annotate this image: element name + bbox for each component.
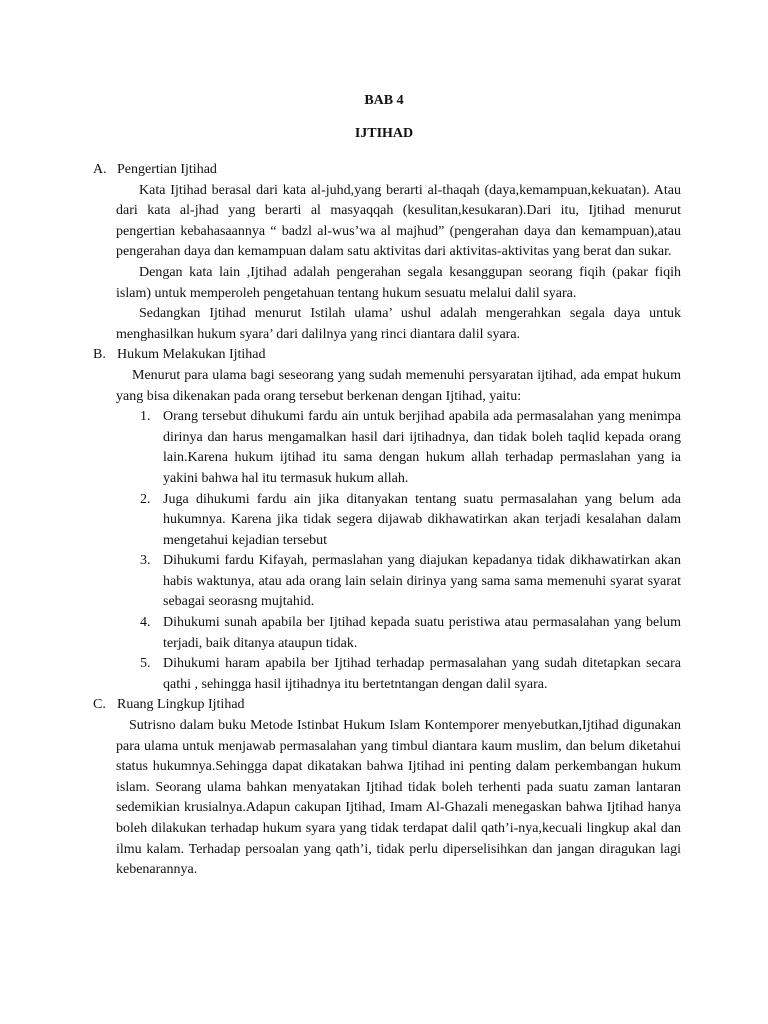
section-heading-pengertian (93, 160, 681, 181)
list-item (140, 407, 681, 489)
chapter-number: BAB 4 (364, 93, 404, 108)
section-heading-ruang-lingkup (93, 695, 681, 716)
list-item (140, 551, 681, 613)
list-item-text: Orang tersebut dihukumi fardu ain untuk berjihad apabila ada permasalahan yang menimpa dirinya dan harus mengamalkan hasil dari ijtihadnya, dan tidak boleh taqlid kepada orang lain.Karena hukum ijtihad itu sama dengan hukum allah terhadap permaslahan yang ia yakini bahwa hal itu termasuk hukum allah. (163, 409, 681, 486)
list-number: 5. (140, 656, 151, 672)
list-item-text: Juga dihukumi fardu ain jika ditanyakan tentang suatu permasalahan yang belum ada hukumnya. Karena jika tidak segera dijawab dikhawatirkan akan terjadi kesalahan dalam mengetahui kejadian tersebut (163, 491, 681, 548)
paragraph: Sedangkan Ijtihad menurut Istilah ulama’ ushul adalah mengerahkan segala daya untuk menghasilkan hukum syara’ dari dalilnya yang rinci diantara dalil syara. (116, 306, 681, 342)
list-number: 1. (140, 409, 151, 425)
section-heading-hukum (93, 345, 681, 366)
section-letter: C. (93, 697, 106, 713)
document-body (93, 160, 681, 881)
list-item-text: Dihukumi fardu Kifayah, permaslahan yang diajukan kepadanya tidak dikhawatirkan akan habis waktunya, atau ada orang lain selain dirinya yang sama sama memenuhi syarat syarat sebagai seorasng mujtahid. (163, 553, 681, 610)
list-number: 4. (140, 615, 151, 631)
section-letter: B. (93, 347, 106, 363)
section-heading-text: Pengertian Ijtihad (117, 162, 217, 177)
list-item (140, 654, 681, 695)
paragraph: Dengan kata lain ,Ijtihad adalah pengerahan segala kesanggupan seorang fiqih (pakar fiqih islam) untuk memperoleh pengetahuan tentang hukum sesuatu melalui dalil syara. (116, 264, 681, 301)
section-letter: A. (93, 162, 107, 177)
list-item-text: Dihukumi sunah apabila ber Ijtihad kepada suatu peristiwa atau permasalahan yang belum terjadi, baik ditanya ataupun tidak. (163, 615, 681, 651)
list-item (140, 490, 681, 552)
section-heading-text: Ruang Lingkup Ijtihad (117, 697, 245, 713)
list-number: 3. (140, 553, 151, 569)
list-item (140, 613, 681, 654)
chapter-title: IJTIHAD (354, 126, 414, 141)
paragraph: Menurut para ulama bagi seseorang yang sudah memenuhi persyaratan ijtihad, ada empat hukum yang bisa dikenakan pada orang tersebut berkenan dengan Ijtihad, yaitu: (116, 367, 681, 404)
numbered-list (93, 407, 681, 695)
list-number: 2. (140, 491, 151, 507)
paragraph: Kata Ijtihad berasal dari kata al-juhd,yang berarti al-thaqah (daya,kemampuan,kekuatan). Atau dari kata al-jhad yang berarti al masyaqqah (kesulitan,kesukaran).Dari itu, Ijtihad menurut pengertian kebahasaannya “ badzl al-wus’wa al majhud” (pengerahan daya dan kemampuan),atau pengerahan daya dan kemampuan dalam satu aktivitas dari aktivitas-aktivitas yang berat dan sukar. (116, 182, 681, 260)
section-heading-text: Hukum Melakukan Ijtihad (117, 347, 266, 363)
paragraph: Sutrisno dalam buku Metode Istinbat Hukum Islam Kontemporer menyebutkan,Ijtihad digunakan para ulama untuk menjawab permasalahan yang timbul diantara kaum muslim, dan belum diketahui status hukumnya.Sehingga dapat dikatakan bahwa Ijtihad ini penting dalam perkembangan hukum islam. Seorang ulama bahkan menyatakan Ijtihad tidak boleh terhenti pada suatu zaman lantaran sedemikian krusialnya.Adapun cakupan Ijtihad, Imam Al-Ghazali menegaskan bahwa Ijtihad hanya boleh dilakukan terhadap hukum syara yang tidak terdapat dalil qath’i-nya,kecuali lingkup akal dan ilmu kalam. Terhadap persoalan yang qath’i, tidak perlu diperselisihkan dan jangan diragukan lagi kebenarannya. (116, 718, 681, 878)
list-item-text: Dihukumi haram apabila ber Ijtihad terhadap permasalahan yang sudah ditetapkan secara qathi , sehingga hasil ijtihadnya itu bertetntangan dengan dalil syara. (163, 656, 681, 692)
